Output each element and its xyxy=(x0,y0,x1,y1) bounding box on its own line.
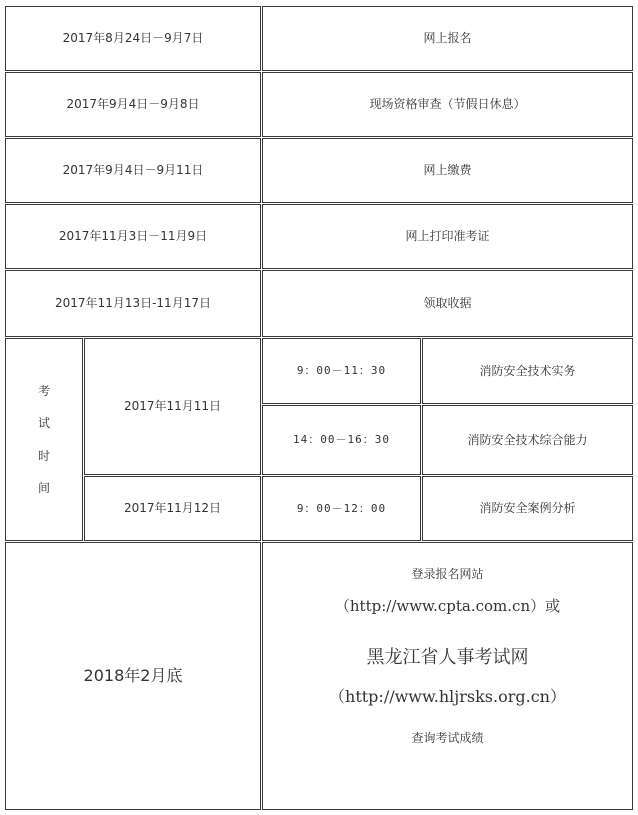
results-link-cpta[interactable]: （http://www.cpta.com.cn）或 xyxy=(334,597,561,615)
row-5-event: 领取收据 xyxy=(262,270,633,337)
row-2-event: 现场资格审查（节假日休息） xyxy=(262,72,633,137)
row-3-date: 2017年9月4日－9月11日 xyxy=(5,138,261,203)
exam-label-char-2: 试 xyxy=(37,416,50,431)
exam-label-char-4: 间 xyxy=(37,480,50,495)
results-line-query: 查询考试成绩 xyxy=(411,731,484,745)
exam-day2-session1-subject: 消防安全案例分析 xyxy=(422,476,633,541)
results-link-hljrsks[interactable]: （http://www.hljrsks.org.cn） xyxy=(329,687,566,706)
exam-day1-date: 2017年11月11日 xyxy=(84,338,261,475)
exam-time-label xyxy=(5,338,83,541)
row-1-date: 2017年8月24日－9月7日 xyxy=(5,6,261,71)
row-3-event: 网上缴费 xyxy=(262,138,633,203)
row-2-date: 2017年9月4日－9月8日 xyxy=(5,72,261,137)
exam-day2-date: 2017年11月12日 xyxy=(84,476,261,541)
row-1-event: 网上报名 xyxy=(262,6,633,71)
exam-day1-session2-time: 14：00－16：30 xyxy=(262,405,421,475)
row-4-event: 网上打印准考证 xyxy=(262,204,633,269)
exam-label-char-3: 时 xyxy=(37,448,50,463)
exam-day1-session2-subject: 消防安全技术综合能力 xyxy=(422,405,633,475)
exam-day1-session1-time: 9：00－11：30 xyxy=(262,338,421,404)
exam-label-char-1: 考 xyxy=(37,383,50,398)
row-5-date: 2017年11月13日-11月17日 xyxy=(5,270,261,337)
row-4-date: 2017年11月3日－11月9日 xyxy=(5,204,261,269)
results-info xyxy=(262,542,633,810)
results-site-name: 黑龙江省人事考试网 xyxy=(366,647,529,668)
exam-day2-session1-time: 9：00－12：00 xyxy=(262,476,421,541)
results-line-login: 登录报名网站 xyxy=(411,567,484,581)
results-date: 2018年2月底 xyxy=(5,542,261,810)
exam-day1-session1-subject: 消防安全技术实务 xyxy=(422,338,633,404)
